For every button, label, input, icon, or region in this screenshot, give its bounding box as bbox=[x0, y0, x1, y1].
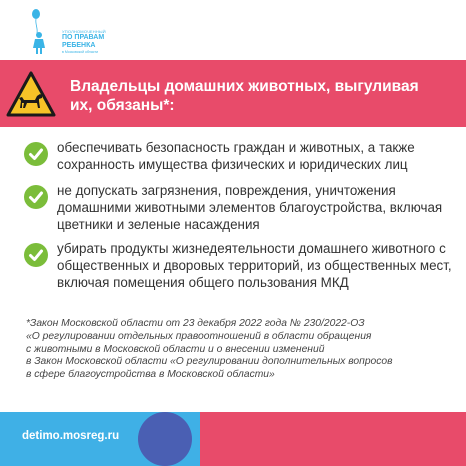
logo bbox=[22, 8, 106, 56]
law-line: *Закон Московской области от 23 декабря 2022 года № 230/2022-ОЗ bbox=[26, 318, 365, 329]
law-line: «О регулировании отдельных правоотношений в области обращения bbox=[26, 330, 372, 342]
law-line: с животными в Московской области и о внесении изменений bbox=[26, 343, 325, 355]
law-line: в Закон Московской области «О регулировании дополнительных вопросов bbox=[26, 356, 393, 368]
list-item-text: обеспечивать безопасность граждан и животных, а также сохранность имущества физических и юридических лиц bbox=[57, 140, 415, 172]
footer-pink-band bbox=[200, 412, 466, 466]
logo-title-line2: РЕБЕНКА bbox=[62, 42, 96, 49]
check-icon bbox=[24, 142, 48, 166]
warning-dog-icon bbox=[6, 70, 56, 120]
banner-title: Владельцы домашних животных, выгуливая их, обязаны*: bbox=[70, 78, 419, 114]
child-with-balloon-icon bbox=[22, 8, 62, 56]
check-icon bbox=[24, 243, 48, 267]
check-icon bbox=[24, 185, 48, 209]
logo-title-line1: ПО ПРАВАМ bbox=[62, 34, 105, 41]
footer-circle-decoration bbox=[138, 412, 192, 466]
law-line: в сфере благоустройства в Московской области» bbox=[26, 369, 275, 381]
list-item-text: не допускать загрязнения, повреждения, уничтожения домашними животными элементов благоустройства, включая цветники и зеленые насаждения bbox=[57, 183, 443, 232]
law-footnote bbox=[26, 318, 446, 382]
logo-subtitle: в Московской области bbox=[62, 50, 99, 54]
footer bbox=[0, 412, 466, 466]
website-link[interactable]: detimo.mosreg.ru bbox=[22, 430, 120, 442]
logo-caption: УПОЛНОМОЧЕННЫЙ bbox=[62, 29, 106, 34]
list-item-text: убирать продукты жизнедеятельности домашнего животного с общественных и дворовых территорий, из общественных мест, включая помещения общего пользования МКД bbox=[57, 241, 452, 290]
